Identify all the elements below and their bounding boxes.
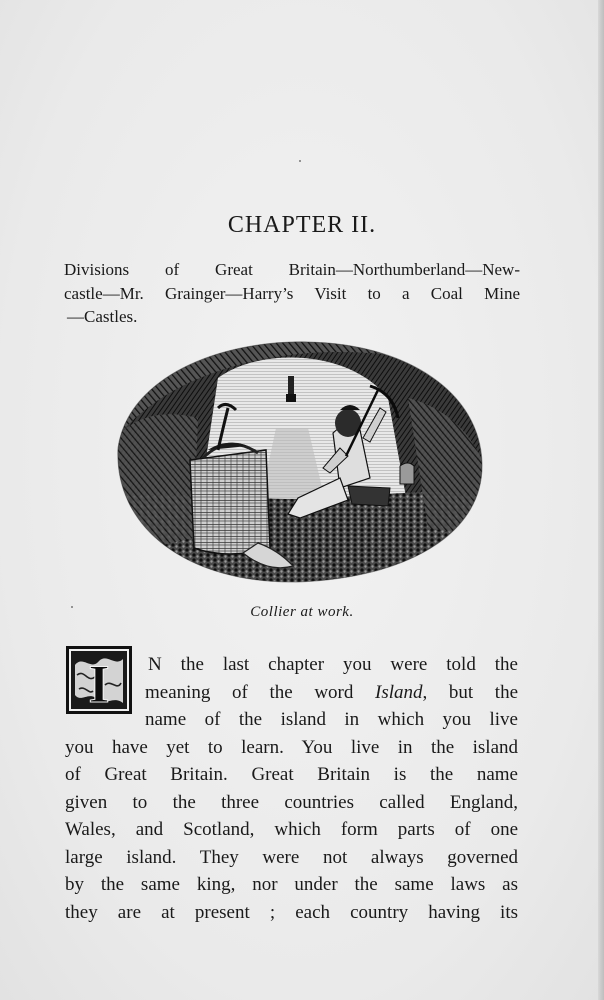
- paper-speck: [299, 160, 301, 162]
- summary-line: Divisions of Great Britain—Northumberland—New-: [64, 260, 520, 279]
- summary-line: castle—Mr. Grainger—Harry’s Visit to a Coal Mine: [64, 283, 520, 303]
- body-line-text: meaning of the word: [145, 681, 376, 703]
- chapter-summary: [64, 258, 520, 329]
- collier-engraving: [108, 338, 488, 584]
- body-line: they are at present ; each country having its: [65, 901, 518, 923]
- body-line: you have yet to learn. You live in the island: [65, 736, 518, 758]
- body-line: name of the island in which you live: [145, 709, 518, 730]
- drop-cap-letter: I: [88, 654, 110, 714]
- body-line: given to the three countries called England,: [65, 791, 518, 813]
- body-line: large island. They were not always governed: [65, 846, 518, 868]
- chapter-title: CHAPTER II.: [227, 212, 377, 238]
- illustration-caption: Collier at work.: [250, 604, 354, 620]
- ornamental-drop-cap: [65, 645, 133, 715]
- body-line: N the last chapter you were told the: [148, 654, 518, 675]
- page-edge-shadow: [598, 0, 604, 1000]
- italic-word-island: Island: [375, 681, 423, 703]
- body-line: of Great Britain. Great Britain is the name: [65, 764, 518, 785]
- body-line: Wales, and Scotland, which form parts of one: [65, 819, 518, 840]
- body-line: [145, 679, 518, 707]
- body-line: by the same king, nor under the same laws as: [65, 874, 518, 895]
- body-line-text: , but the: [422, 681, 519, 703]
- summary-line: —Castles.: [67, 307, 138, 326]
